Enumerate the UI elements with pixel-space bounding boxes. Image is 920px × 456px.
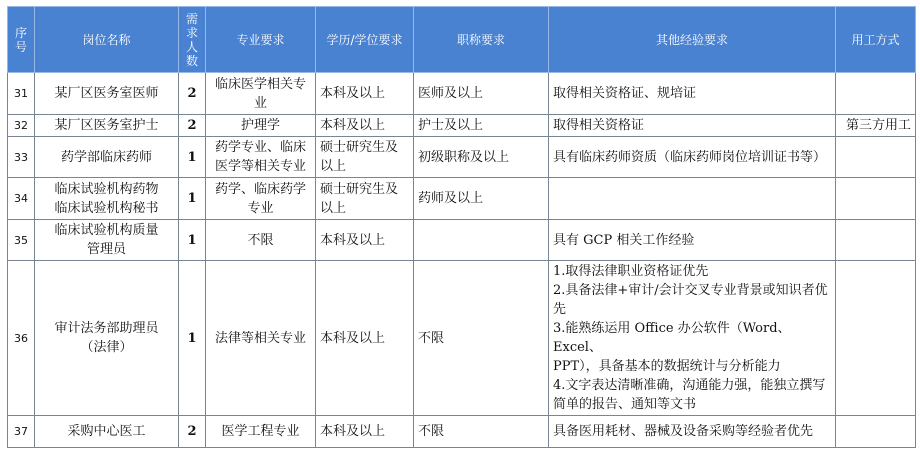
title-requirement: 不限	[414, 416, 549, 448]
employment-type	[836, 178, 916, 220]
headcount: 1	[179, 261, 206, 416]
experience-requirement	[549, 416, 836, 448]
row-number: 35	[8, 220, 35, 261]
position-name-line: （法律）	[80, 340, 133, 355]
row-number: 36	[8, 261, 35, 416]
position-name	[35, 416, 179, 448]
experience-requirement-line: 1.取得法律职业资格证优先	[553, 264, 709, 279]
header-position: 岗位名称	[35, 7, 179, 73]
education-requirement-line: 硕士研究生及	[320, 140, 399, 155]
major-requirement	[206, 220, 316, 261]
major-requirement-line: 临床医学相关专	[214, 76, 306, 92]
table-row	[8, 178, 916, 220]
education-requirement	[316, 178, 414, 220]
experience-requirement	[549, 73, 836, 115]
position-name-line: 临床试验机构秘书	[54, 200, 159, 216]
major-requirement-line: 法律等相关专业	[214, 330, 306, 346]
job-requirements-table	[7, 6, 916, 448]
title-requirement: 不限	[414, 261, 549, 416]
major-requirement-line: 医学工程专业	[221, 424, 300, 439]
position-name	[35, 178, 179, 220]
title-requirement: 药师及以上	[414, 178, 549, 220]
table-row	[8, 73, 916, 115]
position-name-line: 药学部临床药师	[60, 149, 152, 165]
education-requirement	[316, 115, 414, 137]
experience-requirement	[549, 261, 836, 416]
position-name-line: 管理员	[86, 242, 126, 257]
header-count: 需 求 人 数	[179, 7, 206, 73]
position-name-line: 采购中心医工	[67, 424, 146, 439]
major-requirement-line: 不限	[247, 232, 274, 248]
headcount: 2	[179, 115, 206, 137]
row-number: 34	[8, 178, 35, 220]
education-requirement	[316, 73, 414, 115]
job-requirements-table-container	[7, 6, 916, 448]
major-requirement-line: 医学等相关专业	[214, 159, 306, 174]
education-requirement	[316, 416, 414, 448]
employment-type	[836, 220, 916, 261]
employment-type	[836, 416, 916, 448]
position-name	[35, 137, 179, 178]
education-requirement-line: 本科及以上	[320, 118, 386, 133]
header-no: 序 号	[8, 7, 35, 73]
table-row	[8, 261, 916, 416]
table-row	[8, 416, 916, 448]
position-name-line: 某厂区医务室医师	[54, 86, 159, 101]
employment-type	[836, 261, 916, 416]
title-requirement: 护士及以上	[414, 115, 549, 137]
headcount: 2	[179, 416, 206, 448]
education-requirement-line: 本科及以上	[320, 330, 386, 346]
experience-requirement-line: 具有 GCP 相关工作经验	[553, 232, 695, 248]
education-requirement-line: 本科及以上	[320, 232, 386, 248]
major-requirement-line: 药学、临床药学	[214, 181, 306, 197]
experience-requirement-line: 4.文字表达清晰准确，沟通能力强，能独立撰写	[553, 378, 826, 393]
table-header-row	[8, 7, 916, 73]
title-requirement: 医师及以上	[414, 73, 549, 115]
experience-requirement-line: 3.能熟练运用 Office 办公软件（Word、Excel、	[553, 321, 791, 355]
headcount: 1	[179, 220, 206, 261]
major-requirement-line: 业	[253, 95, 267, 111]
position-name-line: 临床试验机构药物	[54, 181, 159, 197]
headcount: 1	[179, 178, 206, 220]
table-row	[8, 115, 916, 137]
table-row	[8, 220, 916, 261]
header-major: 专业要求	[206, 7, 316, 73]
major-requirement	[206, 137, 316, 178]
education-requirement-line: 本科及以上	[320, 86, 386, 101]
experience-requirement	[549, 115, 836, 137]
education-requirement	[316, 261, 414, 416]
row-number: 37	[8, 416, 35, 448]
employment-type	[836, 73, 916, 115]
header-education: 学历/学位要求	[316, 7, 414, 73]
education-requirement-line: 以上	[320, 159, 347, 174]
experience-requirement-line: 取得相关资格证	[553, 118, 645, 133]
headcount: 1	[179, 137, 206, 178]
experience-requirement	[549, 137, 836, 178]
education-requirement-line: 以上	[320, 200, 347, 216]
major-requirement-line: 专业	[247, 200, 274, 216]
education-requirement-line: 本科及以上	[320, 424, 386, 439]
major-requirement	[206, 73, 316, 115]
position-name-line: 临床试验机构质量	[54, 223, 159, 238]
experience-requirement-line: 具有临床药师资质（临床药师岗位培训证书等）	[553, 149, 827, 165]
experience-requirement	[549, 220, 836, 261]
education-requirement	[316, 220, 414, 261]
experience-requirement-line: 取得相关资格证、规培证	[553, 86, 697, 101]
experience-requirement-line: 简单的报告、通知等文书	[553, 397, 697, 412]
row-number: 31	[8, 73, 35, 115]
position-name	[35, 261, 179, 416]
header-employment: 用工方式	[836, 7, 916, 73]
experience-requirement-line: 2.具备法律+审计/会计交叉专业背景或知识者优	[553, 283, 828, 298]
header-title: 职称要求	[414, 7, 549, 73]
education-requirement	[316, 137, 414, 178]
employment-type	[836, 137, 916, 178]
position-name-line: 审计法务部助理员	[54, 321, 159, 336]
position-name	[35, 73, 179, 115]
experience-requirement-line: PPT），具备基本的数据统计与分析能力	[553, 359, 781, 374]
position-name	[35, 115, 179, 137]
position-name-line: 某厂区医务室护士	[54, 118, 159, 133]
experience-requirement	[549, 178, 836, 220]
position-name	[35, 220, 179, 261]
experience-requirement-line: 具备医用耗材、器械及设备采购等经验者优先	[553, 424, 814, 439]
major-requirement	[206, 416, 316, 448]
experience-requirement-line: 先	[553, 302, 567, 317]
major-requirement	[206, 178, 316, 220]
title-requirement	[414, 220, 549, 261]
title-requirement: 初级职称及以上	[414, 137, 549, 178]
major-requirement-line: 护理学	[240, 118, 280, 133]
row-number: 32	[8, 115, 35, 137]
header-experience: 其他经验要求	[549, 7, 836, 73]
headcount: 2	[179, 73, 206, 115]
major-requirement-line: 药学专业、临床	[214, 140, 306, 155]
education-requirement-line: 硕士研究生及	[320, 181, 399, 197]
major-requirement	[206, 115, 316, 137]
table-row	[8, 137, 916, 178]
employment-type: 第三方用工	[836, 115, 916, 137]
row-number: 33	[8, 137, 35, 178]
major-requirement	[206, 261, 316, 416]
